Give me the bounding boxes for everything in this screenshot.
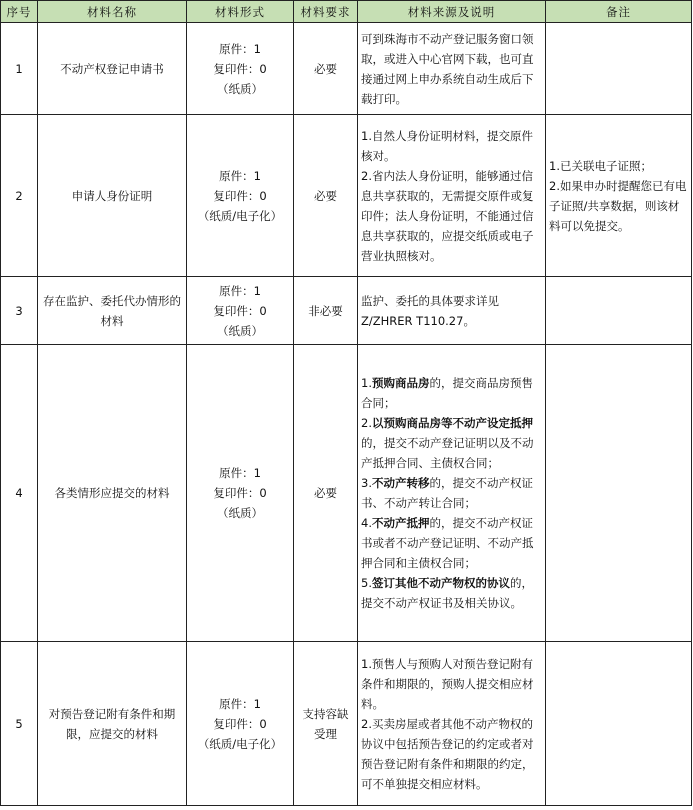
row-requirement: 非必要 <box>294 277 358 345</box>
table-header-row <box>1 1 692 23</box>
row-form <box>187 277 294 345</box>
row-name: 存在监护、委托代办情形的材料 <box>38 277 187 345</box>
form-original: 原件：1 <box>219 466 261 480</box>
row-note <box>546 277 692 345</box>
form-original: 原件：1 <box>219 283 261 298</box>
item-bold: 不动产抵押 <box>371 516 430 530</box>
table-row <box>1 115 692 277</box>
header-form: 材料形式 <box>187 1 294 23</box>
row-form <box>187 345 294 642</box>
item-rest: 的，提交不动产权证书及相关协议。 <box>361 576 533 610</box>
source-item: 1.预售人与预购人对预告登记附有条件和期限的，预购人提交相应材料。 <box>361 656 534 711</box>
form-type: （纸质） <box>217 506 263 520</box>
row-form <box>187 642 294 806</box>
item-prefix: 3. <box>361 476 372 490</box>
item-rest: 的，提交不动产权证书或者不动产登记证明、不动产抵押合同和主债权合同； <box>361 516 534 570</box>
row-source <box>358 115 546 277</box>
header-requirement: 材料要求 <box>294 1 358 23</box>
header-name: 材料名称 <box>38 1 187 23</box>
header-source: 材料来源及说明 <box>358 1 546 23</box>
header-note: 备注 <box>546 1 692 23</box>
item-rest: 的，提交不动产权证书、不动产转让合同； <box>361 476 533 510</box>
row-no: 2 <box>1 115 38 277</box>
table-row <box>1 277 692 345</box>
source-text: 可到珠海市不动产登记服务窗口领取，或进入中心官网下载，也可直接通过网上申办系统自动生成后下载打印。 <box>361 31 534 106</box>
form-type: （纸质/电子化） <box>197 736 283 751</box>
row-no: 3 <box>1 277 38 345</box>
row-note <box>546 345 692 642</box>
item-bold: 不动产转移 <box>371 476 430 490</box>
row-requirement: 必要 <box>294 23 358 115</box>
row-requirement: 支持容缺受理 <box>294 642 358 806</box>
form-original: 原件：1 <box>219 41 261 56</box>
table-row <box>1 642 692 806</box>
item-prefix: 4. <box>361 516 372 530</box>
row-name: 对预告登记附有条件和期限，应提交的材料 <box>38 642 187 806</box>
source-item: 2.省内法人身份证明，能够通过信息共享获取的，无需提交原件或复印件；法人身份证明，不能通过信息共享获取的，应提交纸质或电子营业执照核对。 <box>361 168 534 263</box>
table-row <box>1 345 692 642</box>
row-source <box>358 23 546 115</box>
form-type: （纸质） <box>217 81 263 96</box>
header-no: 序号 <box>1 1 38 23</box>
item-prefix: 2. <box>361 416 372 430</box>
row-name: 各类情形应提交的材料 <box>38 345 187 642</box>
row-form <box>187 115 294 277</box>
source-item: 1.自然人身份证明材料，提交原件核对。 <box>361 128 533 163</box>
note-item: 2.如果申办时提醒您已有电子证照/共享数据，则该材料可以免提交。 <box>549 178 687 233</box>
table-row <box>1 23 692 115</box>
source-item <box>361 513 542 573</box>
item-bold: 以预购商品房等不动产设定抵押 <box>371 416 533 430</box>
form-type: （纸质/电子化） <box>197 208 283 223</box>
row-requirement: 必要 <box>294 345 358 642</box>
row-name: 申请人身份证明 <box>38 115 187 277</box>
source-item: 2.买卖房屋或者其他不动产物权的协议中包括预告登记的约定或者对预告登记附有条件和期限的约定，可不单独提交相应材料。 <box>361 716 534 791</box>
row-note <box>546 115 692 277</box>
item-prefix: 1. <box>361 376 372 390</box>
source-item <box>361 573 542 613</box>
row-source <box>358 277 546 345</box>
form-copy: 复印件：0 <box>213 303 267 318</box>
source-item <box>361 473 542 513</box>
row-no: 5 <box>1 642 38 806</box>
form-copy: 复印件：0 <box>213 716 267 731</box>
note-item: 1.已关联电子证照； <box>549 158 652 173</box>
source-item <box>361 413 542 473</box>
row-source <box>358 345 546 642</box>
row-no: 1 <box>1 23 38 115</box>
form-copy: 复印件：0 <box>213 61 267 76</box>
row-note <box>546 23 692 115</box>
item-bold: 签订其他不动产物权的协议 <box>371 576 510 590</box>
item-prefix: 5. <box>361 576 372 590</box>
source-item <box>361 373 542 413</box>
row-note <box>546 642 692 806</box>
item-rest: 的，提交商品房预售合同； <box>361 376 533 410</box>
row-source <box>358 642 546 806</box>
item-bold: 预购商品房 <box>371 376 430 390</box>
row-requirement: 必要 <box>294 115 358 277</box>
row-name: 不动产权登记申请书 <box>38 23 187 115</box>
row-no: 4 <box>1 345 38 642</box>
form-copy: 复印件：0 <box>213 486 267 500</box>
row-form <box>187 23 294 115</box>
form-original: 原件：1 <box>219 696 261 711</box>
item-rest: 的，提交不动产登记证明以及不动产抵押合同、主债权合同； <box>361 436 534 470</box>
form-copy: 复印件：0 <box>213 188 267 203</box>
form-original: 原件：1 <box>219 168 261 183</box>
source-text: 监护、委托的具体要求详见Z/ZHRER T110.27。 <box>361 293 499 328</box>
form-type: （纸质） <box>217 323 263 338</box>
